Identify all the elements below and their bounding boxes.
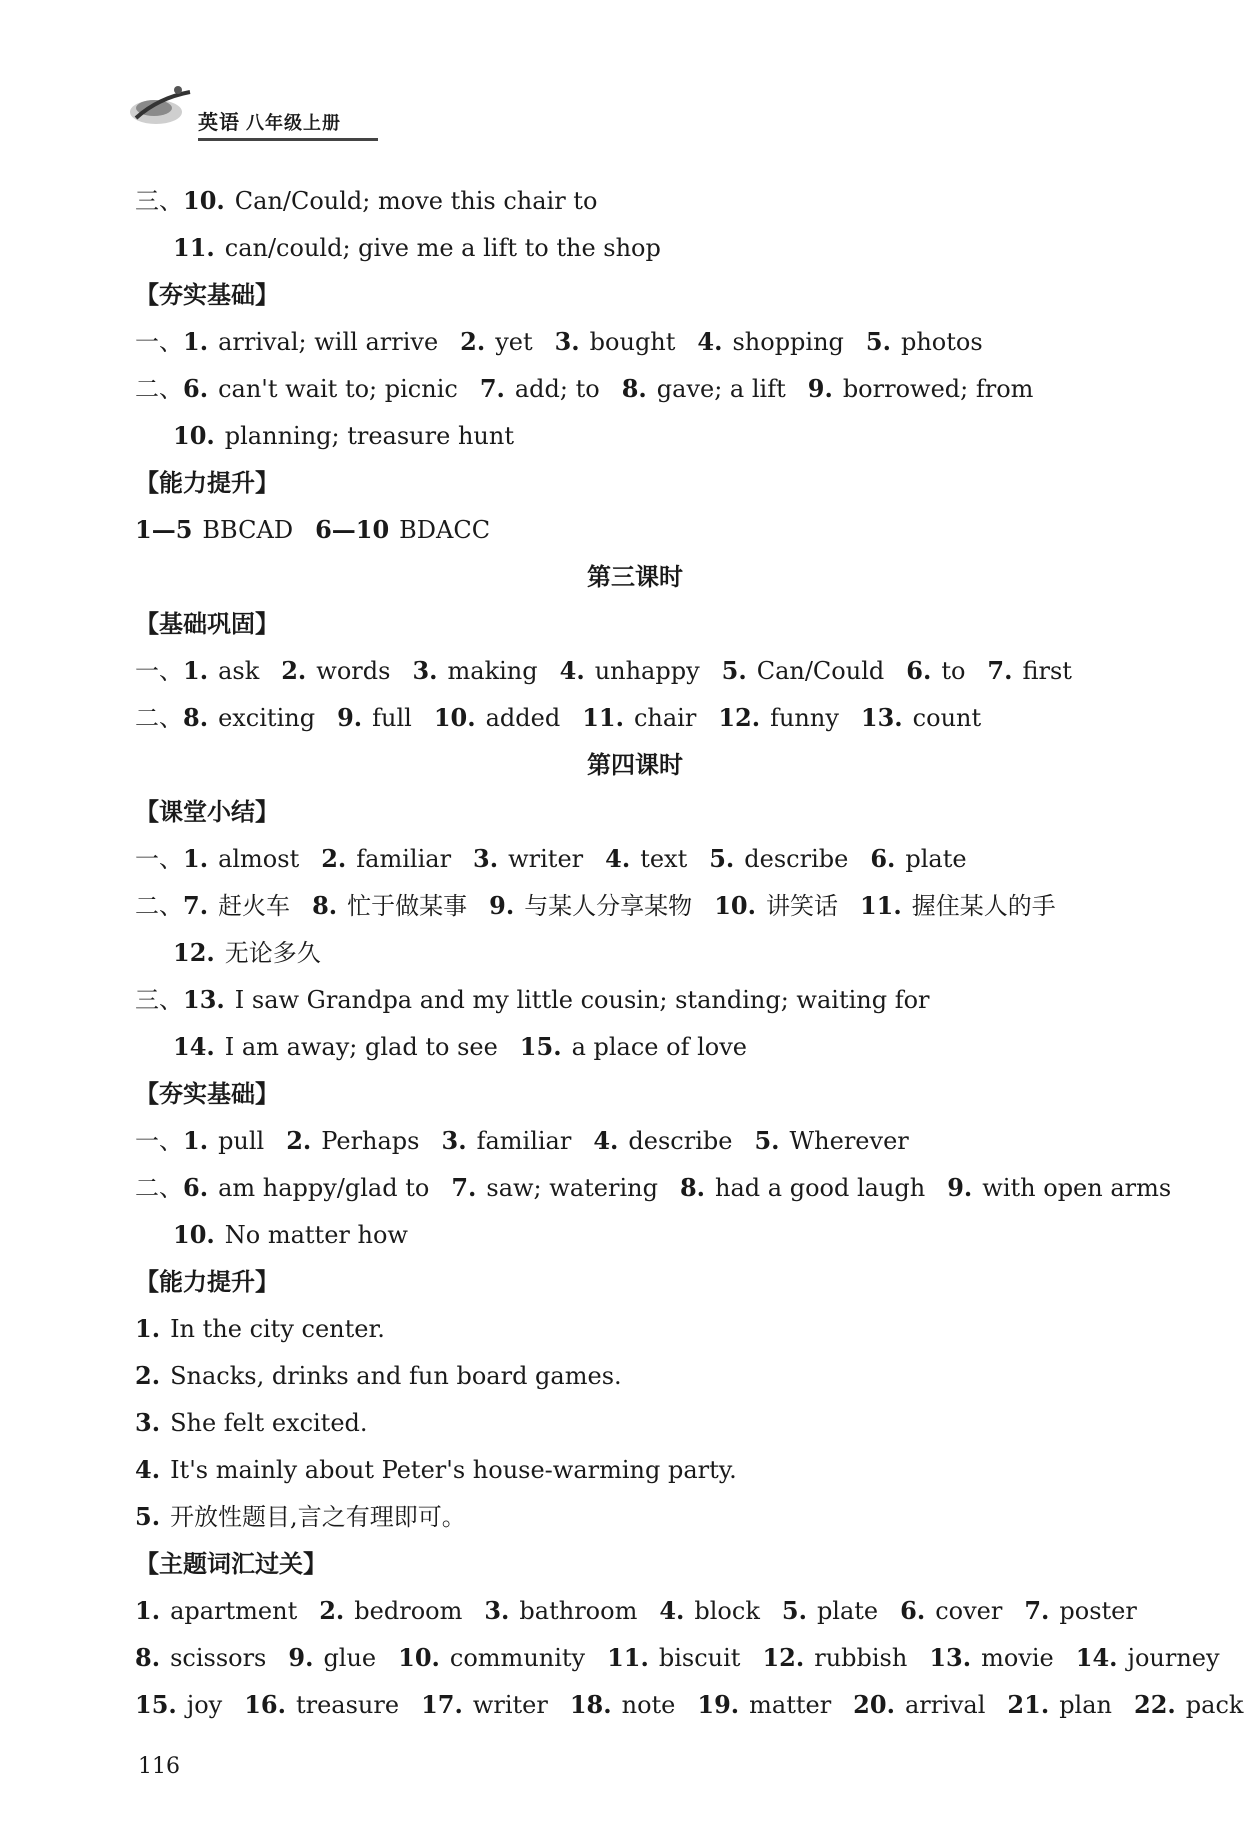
item-number: 8. [312,891,338,920]
section-heading: 【基础巩固】 [135,610,279,638]
item-answer: movie [981,1644,1054,1672]
item-number: 3. [473,844,499,873]
item-answer: gave; a lift [656,375,786,403]
item-number: 13. [183,985,225,1014]
item-number: 13. [929,1643,972,1672]
item-answer: familiar [356,845,452,873]
item-answer: Perhaps [321,1127,420,1155]
item-answer: familiar [476,1127,572,1155]
item-answer: bought [589,328,676,356]
item-number: 6. [183,1173,209,1202]
item-number: 8. [621,374,647,403]
item-answer: scissors [170,1644,267,1672]
item-number: 2. [460,327,486,356]
item-number: 4. [605,844,631,873]
item-answer: text [640,845,688,873]
item-number: 7. [1024,1596,1050,1625]
item-number: 8. [679,1173,706,1202]
item-answer: BDACC [399,516,491,544]
item-answer: 开放性题目,言之有理即可。 [170,1503,466,1531]
item-answer: saw; watering [486,1174,658,1202]
item-number: 1. [183,1126,209,1155]
item-answer: count [912,704,982,732]
item-answer: 赶火车 [218,892,291,920]
item-answer: am happy/glad to [218,1174,430,1202]
item-number: 1. [183,656,209,685]
item-number: 8. [183,703,209,732]
item-answer: block [694,1597,760,1625]
item-answer: with open arms [982,1174,1172,1202]
item-answer: planning; treasure hunt [224,422,514,450]
item-answer: 与某人分享某物 [524,892,693,920]
item-answer: cover [935,1597,1003,1625]
item-number: 4. [659,1596,685,1625]
item-answer: writer [472,1691,548,1719]
item-number: 5. [721,656,747,685]
item-number: 21. [1007,1690,1050,1719]
header-rule [198,138,378,141]
item-answer: describe [744,845,849,873]
header-title [198,106,341,135]
item-answer: She felt excited. [170,1409,368,1437]
item-answer: ask [218,657,260,685]
answer-line [135,890,1056,922]
item-number: 3. [135,1408,161,1437]
page-header [128,78,378,148]
section-heading: 【夯实基础】 [135,1080,279,1108]
item-answer: bedroom [354,1597,463,1625]
item-answer: In the city center. [170,1315,385,1343]
item-number: 1. [183,844,209,873]
item-answer: added [485,704,561,732]
item-answer: I saw Grandpa and my little cousin; standing; waiting for [234,986,930,1014]
item-answer: apartment [170,1597,298,1625]
item-number: 5. [754,1126,780,1155]
item-number: 2. [321,844,347,873]
item-number: 6—10 [315,515,390,544]
item-answer: exciting [218,704,316,732]
answer-line [135,984,930,1016]
answer-line [135,1360,622,1392]
item-number: 10. [398,1643,440,1672]
item-answer: to [941,657,966,685]
item-answer: words [316,657,391,685]
item-answer: full [372,704,412,732]
item-number: 15. [135,1690,177,1719]
answer-line [135,655,1072,687]
item-number: 5. [135,1502,161,1531]
item-number: 6. [183,374,209,403]
item-answer: plate [816,1597,879,1625]
item-answer: 讲笑话 [765,892,838,920]
item-number: 5. [709,844,735,873]
item-number: 13. [860,703,903,732]
item-answer: first [1022,657,1072,685]
item-number: 9. [337,703,363,732]
item-answer: plan [1059,1691,1112,1719]
item-number: 9. [288,1643,314,1672]
item-answer: arrival [904,1691,986,1719]
item-answer: glue [323,1644,377,1672]
item-answer: can/could; give me a lift to the shop [224,234,661,262]
item-prefix: 一、 [135,657,183,685]
item-answer: Snacks, drinks and fun board games. [170,1362,622,1390]
answer-line [135,1642,1220,1674]
item-number: 11. [582,703,624,732]
item-answer: 握住某人的手 [911,892,1056,920]
answer-line [135,1125,909,1157]
item-answer: borrowed; from [842,375,1034,403]
item-number: 9. [489,891,515,920]
item-number: 1. [135,1314,161,1343]
item-answer: plate [905,845,967,873]
lesson-title: 第四课时 [587,751,683,779]
item-answer: poster [1059,1597,1137,1625]
item-answer: add; to [514,375,600,403]
item-answer: matter [749,1691,832,1719]
item-number: 15. [519,1032,562,1061]
grade-label: 八年级上册 [246,113,341,134]
item-number: 18. [569,1690,612,1719]
item-number: 2. [281,656,307,685]
item-answer: arrival; will arrive [218,328,439,356]
item-number: 10. [433,703,476,732]
item-answer: describe [628,1127,733,1155]
item-answer: joy [186,1691,223,1719]
item-number: 4. [593,1126,619,1155]
answer-line [173,232,661,264]
section-heading: 【主题词汇过关】 [135,1550,327,1578]
item-number: 10. [173,421,215,450]
item-answer: BBCAD [202,516,294,544]
item-prefix: 一、 [135,845,183,873]
item-number: 3. [441,1126,467,1155]
item-number: 20. [853,1690,895,1719]
answer-line [173,420,514,452]
item-number: 17. [421,1690,463,1719]
item-number: 4. [697,327,723,356]
section-heading: 【夯实基础】 [135,281,279,309]
item-number: 14. [1075,1643,1118,1672]
item-number: 10. [183,186,225,215]
item-number: 8. [135,1643,161,1672]
section-heading: 【能力提升】 [135,469,279,497]
item-number: 12. [762,1643,805,1672]
answer-line [135,185,597,217]
item-answer: photos [900,328,983,356]
item-number: 7. [451,1173,477,1202]
answer-line [135,326,983,358]
item-answer: Wherever [789,1127,909,1155]
item-number: 1. [183,327,209,356]
item-prefix: 二、 [135,704,183,732]
item-number: 6. [906,656,932,685]
answer-line [135,1595,1137,1627]
item-number: 9. [947,1173,973,1202]
item-prefix: 二、 [135,892,183,920]
item-number: 7. [987,656,1013,685]
item-prefix: 一、 [135,1127,183,1155]
item-number: 19. [697,1690,740,1719]
answer-line [135,373,1033,405]
item-answer: I am away; glad to see [224,1033,498,1061]
item-answer: Can/Could; move this chair to [234,187,598,215]
item-answer: had a good laugh [715,1174,926,1202]
item-answer: almost [218,845,300,873]
item-answer: biscuit [658,1644,741,1672]
item-number: 5. [865,327,891,356]
item-answer: journey [1127,1644,1220,1672]
item-number: 4. [135,1455,161,1484]
item-answer: 忙于做某事 [347,892,468,920]
item-number: 10. [173,1220,215,1249]
answer-line [173,1031,747,1063]
item-answer: rubbish [814,1644,908,1672]
answer-line [173,1219,408,1251]
item-answer: 无论多久 [224,939,321,967]
item-answer: treasure [295,1691,400,1719]
item-answer: community [449,1644,586,1672]
item-answer: can't wait to; picnic [218,375,458,403]
book-logo-icon [128,78,198,138]
item-answer: bathroom [519,1597,638,1625]
answer-line [135,1313,385,1345]
item-answer: pack [1185,1691,1244,1719]
item-number: 16. [244,1690,286,1719]
item-answer: It's mainly about Peter's house-warming party. [170,1456,737,1484]
answer-line [135,1501,466,1533]
lesson-title: 第三课时 [587,563,683,591]
answer-line [173,937,321,969]
section-heading: 【课堂小结】 [135,798,279,826]
item-answer: a place of love [571,1033,747,1061]
answer-line [135,1407,368,1439]
item-prefix: 三、 [135,986,183,1014]
item-answer: shopping [732,328,844,356]
item-answer: note [621,1691,676,1719]
item-answer: yet [495,328,533,356]
item-number: 22. [1134,1690,1176,1719]
item-number: 7. [183,891,209,920]
answer-line [135,1689,1243,1721]
item-number: 2. [319,1596,345,1625]
answer-line [135,1454,737,1486]
item-answer: pull [218,1127,265,1155]
item-number: 6. [900,1596,926,1625]
item-number: 11. [859,891,902,920]
item-answer: writer [508,845,584,873]
item-answer: chair [633,704,697,732]
item-number: 3. [484,1596,510,1625]
item-number: 10. [714,891,756,920]
answer-line [135,702,981,734]
item-number: 7. [479,374,505,403]
item-number: 2. [286,1126,312,1155]
item-answer: unhappy [594,657,700,685]
item-prefix: 二、 [135,1174,183,1202]
item-number: 1—5 [135,515,193,544]
item-number: 12. [173,938,215,967]
item-number: 1. [135,1596,161,1625]
item-number: 11. [173,233,215,262]
item-prefix: 三、 [135,187,183,215]
item-answer: No matter how [224,1221,408,1249]
section-heading: 【能力提升】 [135,1268,279,1296]
item-prefix: 二、 [135,375,183,403]
item-number: 11. [607,1643,649,1672]
answer-line [135,1172,1171,1204]
item-number: 5. [781,1596,807,1625]
page-number: 116 [138,1754,180,1779]
answer-line [135,514,490,546]
item-answer: making [447,657,538,685]
item-number: 2. [135,1361,161,1390]
item-number: 3. [412,656,438,685]
item-prefix: 一、 [135,328,183,356]
item-answer: Can/Could [756,657,885,685]
item-number: 4. [559,656,585,685]
item-number: 3. [554,327,580,356]
answer-line [135,843,967,875]
item-number: 9. [807,374,833,403]
item-number: 14. [173,1032,215,1061]
item-number: 12. [718,703,761,732]
item-number: 6. [870,844,896,873]
item-answer: funny [770,704,839,732]
subject-label: 英语 [198,110,240,134]
